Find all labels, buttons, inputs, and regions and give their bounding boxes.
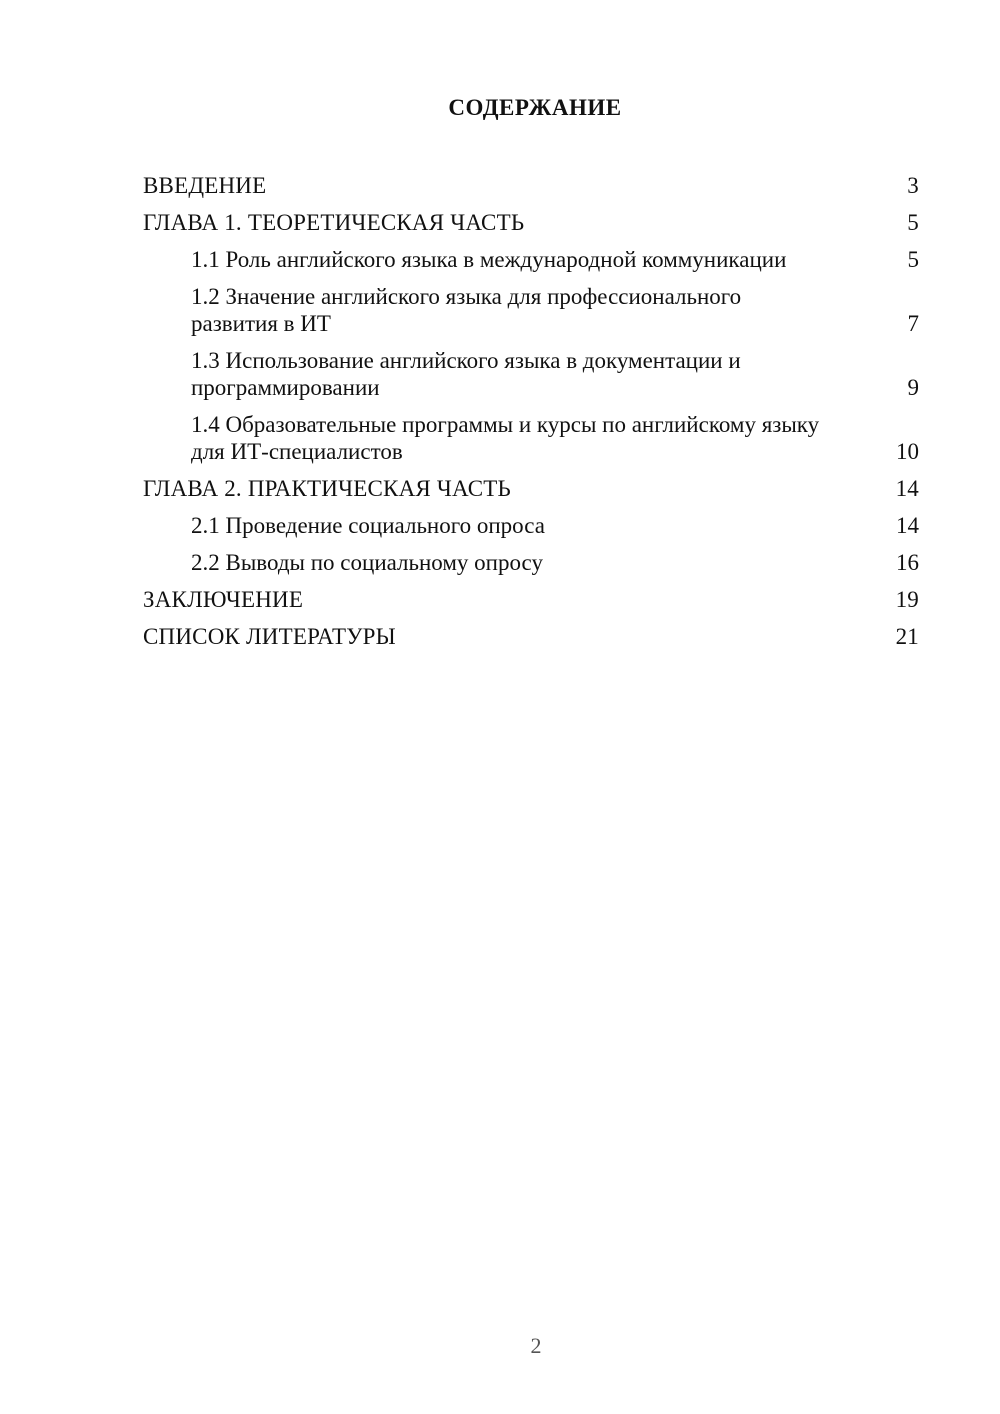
toc-entry-section-1-1[interactable] — [143, 241, 919, 278]
toc-entry-title: 2.2 Выводы по социальному опросу — [191, 550, 543, 575]
toc-entry-page: 14 — [896, 513, 919, 538]
toc-entry-page: 3 — [907, 173, 919, 198]
toc-entry-title: 1.2 Значение английского языка для профессионального развития в ИТ — [191, 284, 742, 336]
toc-entry-page: 10 — [896, 439, 919, 464]
toc-entry-title: ЗАКЛЮЧЕНИЕ — [143, 587, 304, 612]
toc-entry-page: 7 — [907, 311, 919, 336]
toc-entry-page: 5 — [907, 210, 919, 235]
toc-entry-page: 5 — [907, 247, 919, 272]
toc-entry-section-2-1[interactable] — [143, 507, 919, 544]
toc-entry-section-1-4[interactable] — [143, 406, 919, 470]
toc-entry-title: 2.1 Проведение социального опроса — [191, 513, 545, 538]
toc-entry-title: ГЛАВА 2. ПРАКТИЧЕСКАЯ ЧАСТЬ — [143, 476, 511, 501]
toc-entry-section-1-2[interactable] — [143, 278, 919, 342]
toc-entry-title: 1.4 Образовательные программы и курсы по английскому языку для ИТ-специалистов — [191, 412, 820, 464]
page-number: 2 — [530, 1333, 542, 1358]
toc-entry-conclusion[interactable] — [143, 581, 919, 618]
toc-entry-page: 21 — [895, 624, 919, 649]
toc-entry-chapter-1[interactable] — [143, 204, 919, 241]
toc-entry-page: 16 — [896, 550, 919, 575]
toc-entry-title: 1.1 Роль английского языка в международной коммуникации — [191, 247, 787, 272]
toc-entry-references[interactable] — [143, 618, 919, 655]
toc-entry-title: ГЛАВА 1. ТЕОРЕТИЧЕСКАЯ ЧАСТЬ — [143, 210, 525, 235]
toc-entry-title: 1.3 Использование английского языка в документации и программировании — [191, 348, 741, 400]
toc-entry-page: 9 — [907, 375, 919, 400]
toc-entry-page: 19 — [895, 587, 919, 612]
toc-entry-chapter-2[interactable] — [143, 470, 919, 507]
toc-entry-title: СПИСОК ЛИТЕРАТУРЫ — [143, 624, 396, 649]
toc-entry-section-1-3[interactable] — [143, 342, 919, 406]
table-of-contents — [143, 167, 919, 655]
toc-entry-section-2-2[interactable] — [143, 544, 919, 581]
toc-entry-page: 14 — [895, 476, 919, 501]
toc-entry-title: ВВЕДЕНИЕ — [143, 173, 267, 198]
toc-entry-introduction[interactable] — [143, 167, 919, 204]
page-title: СОДЕРЖАНИЕ — [448, 95, 622, 120]
